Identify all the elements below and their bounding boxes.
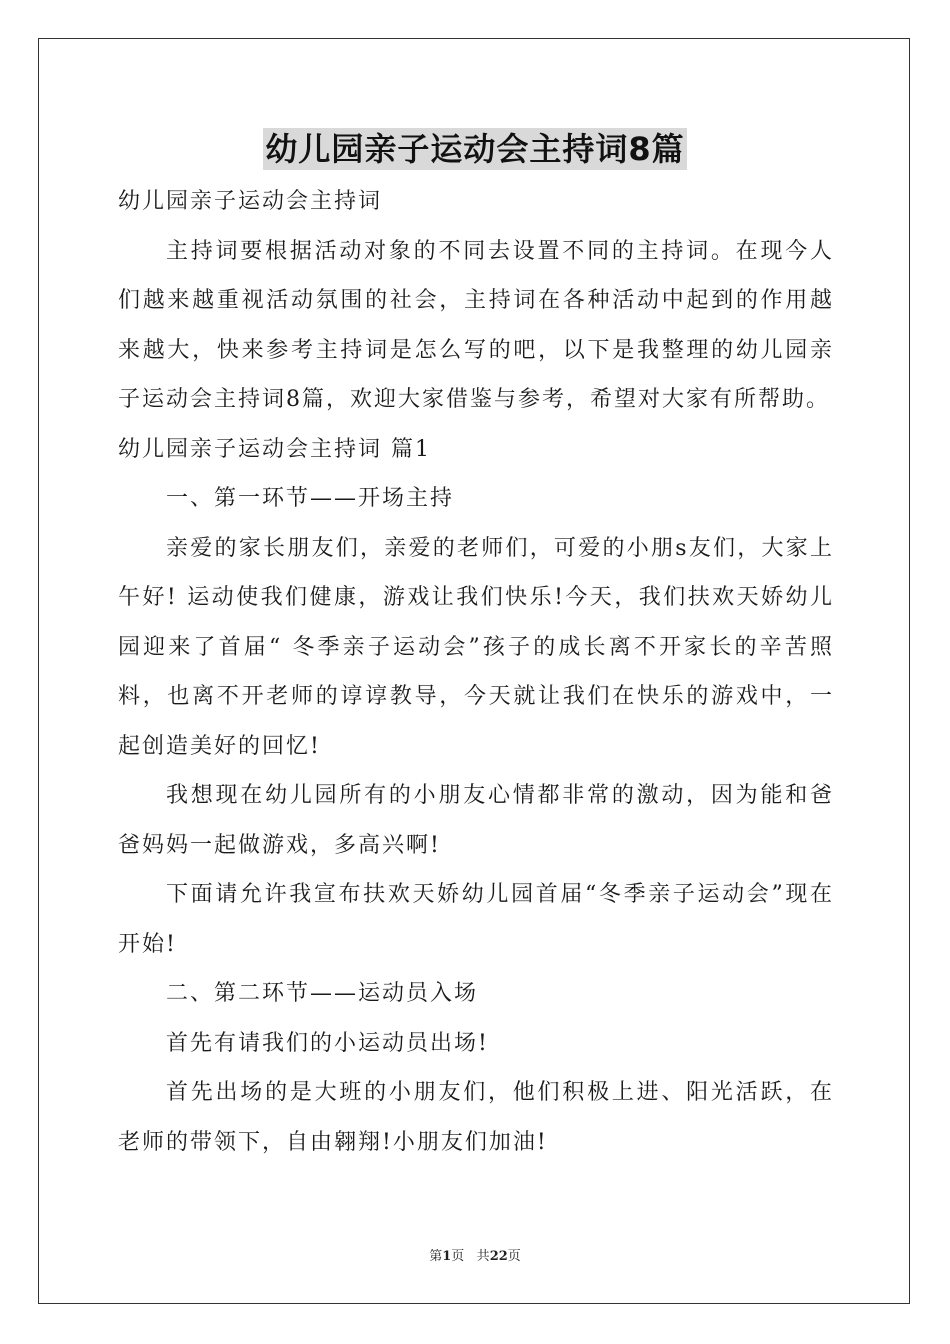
section-heading: 幼儿园亲子运动会主持词 篇1 [118,436,431,462]
total-prefix: 共 [476,1249,490,1264]
page-current: 1 [442,1249,452,1264]
page-unit: 页 [451,1249,465,1264]
paragraph: 首先出场的是大班的小朋友们，他们积极上进、阳光活跃，在老师的带领下，自由翱翔!小朋友们加油! [118,1080,834,1155]
paragraph: 幼儿园亲子运动会主持词 [118,189,383,214]
page-total: 22 [489,1249,508,1264]
paragraph: 亲爱的家长朋友们，亲爱的老师们，可爱的小朋s友们，大家上午好! 运动使我们健康，游戏让我们快乐!今天，我们扶欢天娇幼儿园迎来了首届“ 冬季亲子运动会”孩子的成长离不开家长的辛苦照料，也离不开老师的谆谆教导，今天就让我们在快乐的游戏中，一起创造美好的回忆! [118,535,834,759]
paragraph: 我想现在幼儿园所有的小朋友心情都非常的激动，因为能和爸爸妈妈一起做游戏，多高兴啊! [118,783,834,858]
page-footer [0,1248,950,1266]
total-unit: 页 [507,1249,521,1264]
page-prefix: 第 [429,1249,443,1264]
document-body [118,177,834,1167]
paragraph: 二、第二环节——运动员入场 [166,981,479,1006]
paragraph: 一、第一环节——开场主持 [166,486,455,511]
paragraph: 下面请允许我宣布扶欢天娇幼儿园首届“冬季亲子运动会”现在开始! [118,882,834,957]
paragraph: 主持词要根据活动对象的不同去设置不同的主持词。在现今人们越来越重视活动氛围的社会，主持词在各种活动中起到的作用越来越大，快来参考主持词是怎么写的吧，以下是我整理的幼儿园亲子运动会主持词8篇，欢迎大家借鉴与参考，希望对大家有所帮助。 [118,238,834,412]
title-container [0,128,950,170]
document-title: 幼儿园亲子运动会主持词8篇 [265,130,685,168]
paragraph: 首先有请我们的小运动员出场! [166,1030,489,1056]
